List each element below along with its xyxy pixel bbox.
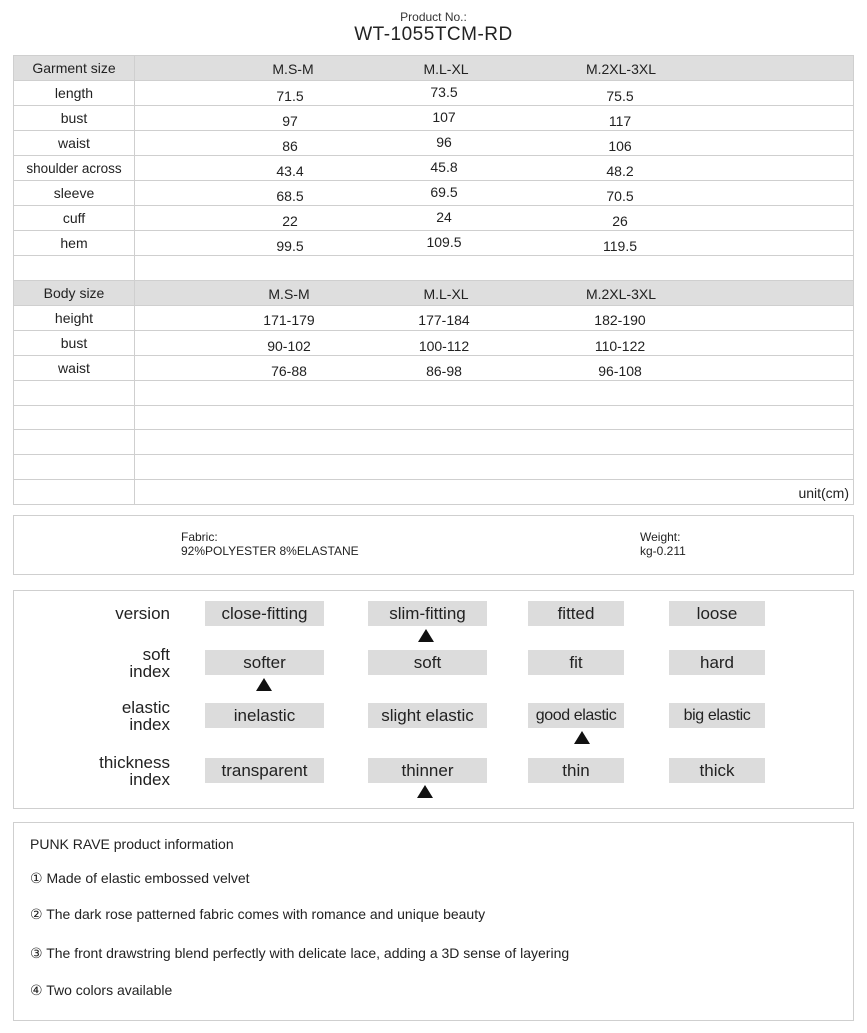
cell-value: 171-179 <box>263 311 315 328</box>
selected-marker-icon <box>574 731 590 744</box>
cell-value: 100-112 <box>418 337 470 354</box>
cell-value: 86 <box>282 138 298 154</box>
garment-size-title: Garment size <box>14 56 135 81</box>
product-info-item: ② The dark rose patterned fabric comes with romance and unique beauty <box>30 906 486 922</box>
table-row <box>14 330 854 355</box>
garment-size-col: M.2XL-3XL <box>585 61 657 77</box>
option-big-elastic: big elastic <box>669 703 765 728</box>
body-size-header-row <box>14 280 854 305</box>
garment-size-col: M.S-M <box>272 61 314 77</box>
cell-value: 107 <box>432 109 456 125</box>
empty-row <box>14 380 854 405</box>
cell-value: 119.5 <box>603 238 637 254</box>
option-thinner: thinner <box>368 758 487 783</box>
cell-value: 73.5 <box>430 84 458 100</box>
option-slim-fitting: slim-fitting <box>368 601 487 626</box>
product-info-item: ③ The front drawstring blend perfectly with delicate lace, adding a 3D sense of layering <box>30 945 570 961</box>
cell-value: 75.5 <box>606 88 634 104</box>
product-info-item: ④ Two colors available <box>30 982 173 998</box>
option-good-elastic: good elastic <box>528 703 624 728</box>
cell-value: 99.5 <box>276 238 304 254</box>
cell-value: 110-122 <box>594 337 646 354</box>
body-size-title: Body size <box>14 280 135 305</box>
option-hard: hard <box>669 650 765 675</box>
option-close-fitting: close-fitting <box>205 601 324 626</box>
table-row <box>14 106 854 131</box>
cell-value: 86-98 <box>426 362 462 379</box>
table-row <box>14 206 854 231</box>
option-soft: soft <box>368 650 487 675</box>
cell-value: 22 <box>282 213 298 229</box>
index-label-line: thickness <box>99 753 170 772</box>
table-row <box>14 231 854 256</box>
row-label: bust <box>14 106 135 131</box>
product-info-panel <box>13 822 854 1021</box>
index-label-line: version <box>115 604 170 623</box>
option-slight-elastic: slight elastic <box>368 703 487 728</box>
cell-value: 26 <box>612 213 628 229</box>
cell-value: 76-88 <box>271 362 307 379</box>
unit-label: unit(cm) <box>798 484 849 501</box>
fabric-value: 92%POLYESTER 8%ELASTANE <box>181 544 359 558</box>
row-label: bust <box>14 330 135 355</box>
table-row <box>14 81 854 106</box>
row-label: height <box>14 305 135 330</box>
row-label: length <box>14 81 135 106</box>
cell-value: 69.5 <box>430 184 458 200</box>
row-label: cuff <box>14 206 135 231</box>
option-loose: loose <box>669 601 765 626</box>
body-size-col: M.L-XL <box>423 285 469 302</box>
table-row <box>14 156 854 181</box>
cell-value: 106 <box>608 138 632 154</box>
option-transparent: transparent <box>205 758 324 783</box>
garment-size-col: M.L-XL <box>423 61 469 77</box>
product-info-title: PUNK RAVE product information <box>30 836 234 852</box>
row-label: sleeve <box>14 181 135 206</box>
size-table <box>13 55 854 505</box>
cell-value: 96 <box>436 134 452 150</box>
index-label-line: index <box>129 662 170 681</box>
selected-marker-icon <box>256 678 272 691</box>
index-label-line: index <box>129 770 170 789</box>
option-fit: fit <box>528 650 624 675</box>
cell-value: 97 <box>282 113 298 129</box>
product-number-label: Product No.: <box>400 10 467 24</box>
cell-value: 177-184 <box>418 311 470 328</box>
cell-value: 71.5 <box>276 88 304 104</box>
body-size-col: M.S-M <box>268 285 310 302</box>
cell-value: 48.2 <box>606 163 634 179</box>
cell-value: 90-102 <box>267 337 311 354</box>
cell-value: 109.5 <box>426 234 462 250</box>
body-size-col: M.2XL-3XL <box>585 285 657 302</box>
cell-value: 68.5 <box>276 188 304 204</box>
empty-row <box>14 430 854 455</box>
empty-row <box>14 405 854 430</box>
option-fitted: fitted <box>528 601 624 626</box>
product-info-item: ① Made of elastic embossed velvet <box>30 870 250 886</box>
cell-value: 24 <box>436 209 452 225</box>
cell-value: 182-190 <box>594 311 646 328</box>
empty-row <box>14 455 854 480</box>
product-header <box>0 10 867 46</box>
option-softer: softer <box>205 650 324 675</box>
index-label-elastic <box>122 699 170 733</box>
index-label-thickness <box>99 754 170 788</box>
weight-label: Weight: <box>640 530 681 544</box>
option-inelastic: inelastic <box>205 703 324 728</box>
cell-value: 117 <box>608 113 632 129</box>
fabric-label: Fabric: <box>181 530 218 544</box>
cell-value: 70.5 <box>606 188 634 204</box>
index-label-line: soft <box>142 645 170 664</box>
index-label-line: elastic <box>121 698 170 717</box>
index-label-line: index <box>129 715 170 734</box>
fabric-panel <box>13 515 854 575</box>
empty-row <box>14 256 854 281</box>
row-label: hem <box>14 231 135 256</box>
table-row <box>14 305 854 330</box>
row-label: waist <box>14 355 135 380</box>
cell-value: 96-108 <box>598 362 642 379</box>
unit-row <box>14 479 854 504</box>
cell-value: 45.8 <box>430 159 458 175</box>
index-label-soft <box>129 646 170 680</box>
table-row <box>14 181 854 206</box>
table-row <box>14 355 854 380</box>
index-label-version <box>115 605 170 622</box>
row-label: waist <box>14 131 135 156</box>
row-label: shoulder across <box>14 156 135 181</box>
table-row <box>14 131 854 156</box>
weight-value: kg-0.211 <box>640 544 686 558</box>
selected-marker-icon <box>417 785 433 798</box>
product-code: WT-1055TCM-RD <box>354 24 513 45</box>
garment-size-header-row <box>14 56 854 81</box>
cell-value: 43.4 <box>276 163 304 179</box>
option-thin: thin <box>528 758 624 783</box>
option-thick: thick <box>669 758 765 783</box>
selected-marker-icon <box>418 629 434 642</box>
index-panel <box>13 590 854 809</box>
